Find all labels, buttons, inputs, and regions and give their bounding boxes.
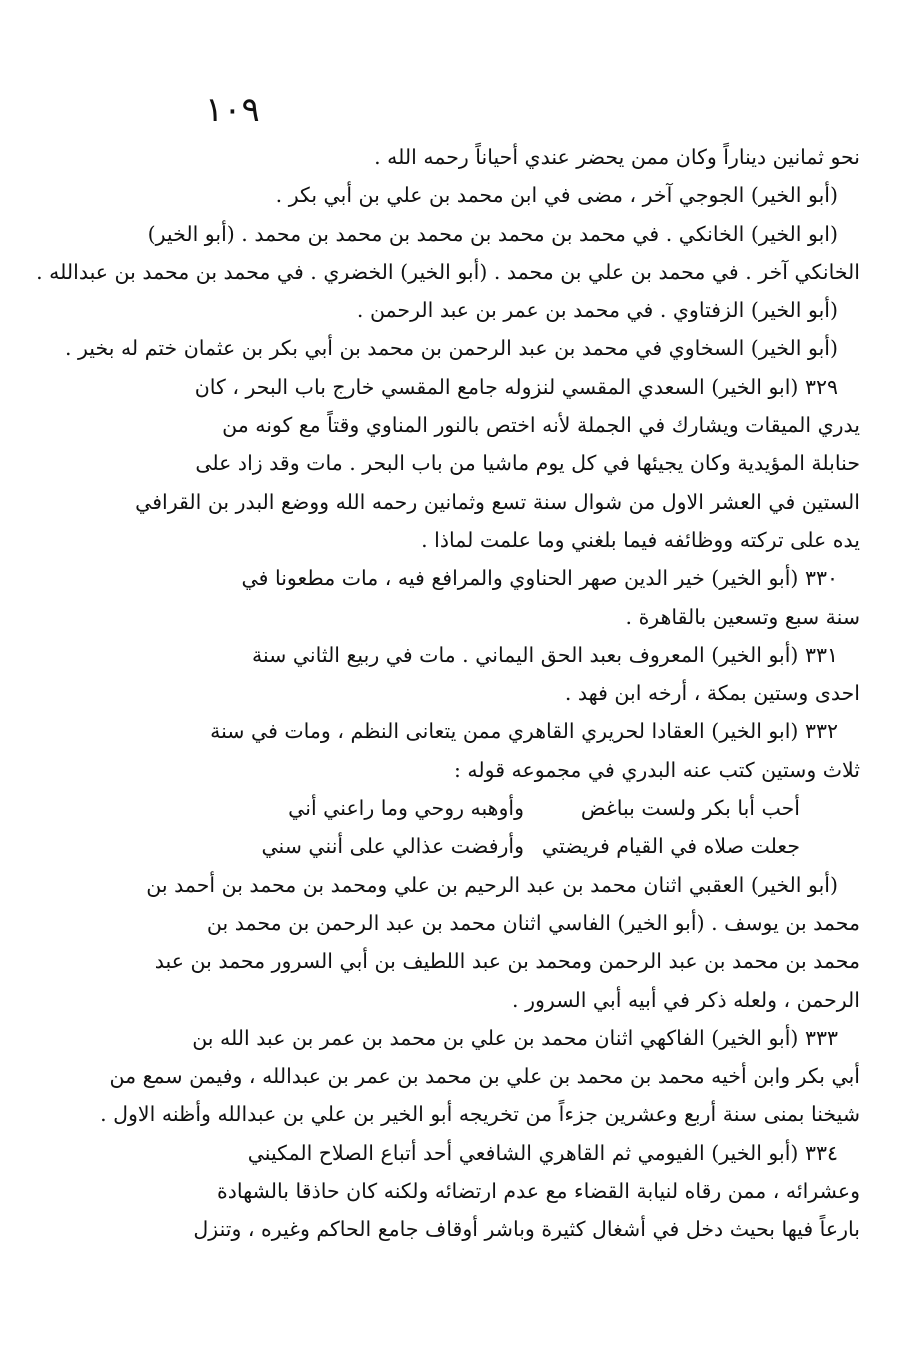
entry-333-line: ٣٣٣ (أبو الخير) الفاكهي اثنان محمد بن علي بن محمد بن عمر بن عبد الله بن	[192, 1025, 838, 1050]
text-line: الستين في العشر الاول من شوال سنة تسع وثمانين رحمه الله ووضع البدر بن القرافي	[135, 489, 860, 514]
text-line: الرحمن ، ولعله ذكر في أبيه أبي السرور .	[512, 987, 860, 1012]
text-line: ثلاث وستين كتب عنه البدري في مجموعه قوله :	[453, 757, 860, 782]
text-line: شيخنا بمنى سنة أربع وعشرين جزءاً من تخريجه أبو الخير بن علي بن عبدالله وأظنه الاول .	[100, 1102, 860, 1127]
text-line: احدى وستين بمكة ، أرخه ابن فهد .	[564, 681, 860, 706]
text-line: محمد بن يوسف . (أبو الخير) الفاسي اثنان محمد بن عبد الرحمن بن محمد بن	[206, 910, 860, 935]
text-line: (أبو الخير) السخاوي في محمد بن عبد الرحمن بن محمد بن أبي بكر بن عثمان ختم له بخير .	[64, 336, 838, 361]
body-text	[36, 138, 860, 1249]
page-number: ١٠٩	[205, 90, 260, 130]
text-line: نحو ثمانين ديناراً وكان ممن يحضر عندي أحياناً رحمه الله .	[374, 145, 860, 169]
entry-331-line: ٣٣١ (أبو الخير) المعروف بعبد الحق اليماني . مات في ربيع الثاني سنة	[251, 642, 838, 667]
verse-first-hemistich: أحب أبا بكر ولست بباغض	[580, 796, 800, 821]
text-line: يده على تركته ووظائفه فيما بلغني وما علمت لماذا .	[421, 527, 860, 552]
entry-329-line: ٣٢٩ (ابو الخير) السعدي المقسي لنزوله جامع المقسي خارج باب البحر ، كان	[194, 374, 838, 399]
text-line: بارعاً فيها بحيث دخل في أشغال كثيرة وباشر أوقاف جامع الحاكم وغيره ، وتنزل	[193, 1217, 860, 1242]
text-line: (أبو الخير) الزفتاوي . في محمد بن عمر بن عبد الرحمن .	[356, 298, 838, 323]
text-line: وعشرائه ، ممن رقاه لنيابة القضاء مع عدم ارتضائه ولكنه كان حاذقا بالشهادة	[216, 1179, 860, 1204]
entry-334-line: ٣٣٤ (أبو الخير) الفيومي ثم القاهري الشافعي أحد أتباع الصلاح المكيني	[247, 1140, 838, 1165]
text-line: يدري الميقات ويشارك في الجملة لأنه اختص بالنور المناوي وقتاً مع كونه من	[222, 413, 860, 438]
poem-verse	[180, 789, 860, 827]
verse-second-hemistich: وأوهبه روحي وما راعني أني	[288, 796, 524, 821]
entry-332-line: ٣٣٢ (ابو الخير) العقادا لحريري القاهري ممن يتعانى النظم ، ومات في سنة	[210, 719, 838, 744]
verse-second-hemistich: وأرفضت عذالي على أنني سني	[261, 834, 524, 859]
text-line: (أبو الخير) العقبي اثنان محمد بن عبد الرحيم بن علي ومحمد بن محمد بن أحمد بن	[146, 872, 838, 897]
text-line: (أبو الخير) الجوجي آخر ، مضى في ابن محمد بن علي بن أبي بكر .	[275, 183, 838, 208]
entry-330-line: ٣٣٠ (أبو الخير) خير الدين صهر الحناوي والمرافع فيه ، مات مطعونا في	[241, 566, 838, 591]
poem-verse	[180, 827, 860, 865]
text-line: الخانكي آخر . في محمد بن علي بن محمد . (أبو الخير) الخضري . في محمد بن محمد بن عبدالله .	[36, 259, 860, 284]
verse-first-hemistich: جعلت صلاه في القيام فريضتي	[541, 834, 800, 859]
text-line: سنة سبع وتسعين بالقاهرة .	[625, 604, 860, 629]
text-line: محمد بن محمد بن عبد الرحمن ومحمد بن عبد اللطيف بن أبي السرور محمد بن عبد	[154, 949, 860, 974]
text-line: (ابو الخير) الخانكي . في محمد بن محمد بن محمد بن محمد بن محمد . (أبو الخير)	[147, 221, 838, 246]
text-line: أبي بكر وابن أخيه محمد بن محمد بن علي بن محمد بن عمر بن عبدالله ، وفيمن سمع من	[109, 1064, 860, 1089]
text-line: حنابلة المؤيدية وكان يجيئها في كل يوم ماشيا من باب البحر . مات وقد زاد على	[195, 451, 860, 476]
